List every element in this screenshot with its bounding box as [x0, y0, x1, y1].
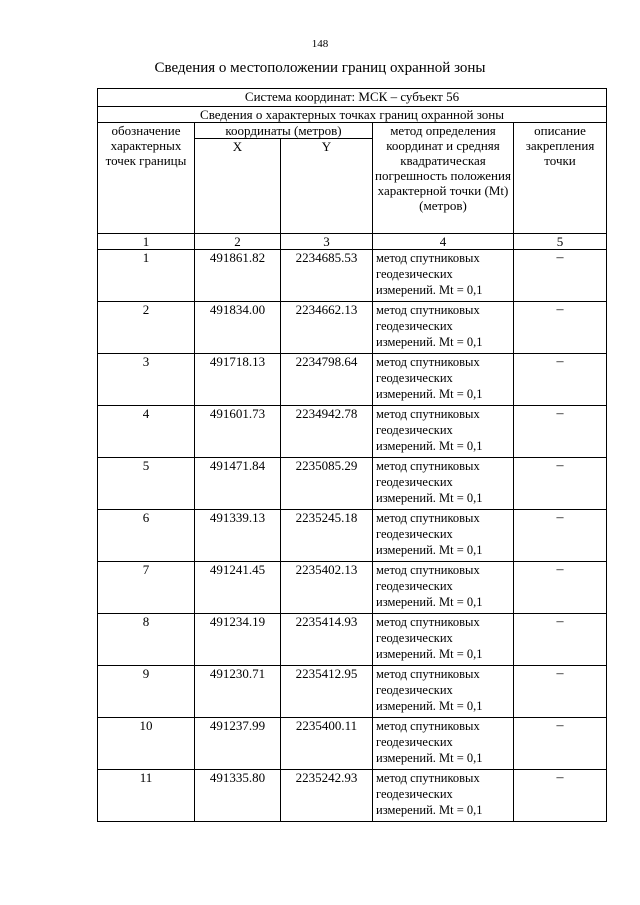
- header-description: описание закрепления точки: [514, 123, 607, 234]
- y-coordinate-cell: 2234662.13: [281, 302, 373, 354]
- y-coordinate-cell: 2235400.11: [281, 718, 373, 770]
- point-number-cell: 9: [98, 666, 195, 718]
- header-method: метод определения координат и средняя квадратическая погрешность положения характерной точки (Mt) (метров): [373, 123, 514, 234]
- method-cell: [373, 614, 514, 666]
- column-number: 2: [195, 234, 281, 250]
- header-coordinates: координаты (метров): [195, 123, 373, 139]
- method-cell: [373, 406, 514, 458]
- method-line: измерений. Mt = 0,1: [376, 283, 483, 297]
- point-number-cell: 4: [98, 406, 195, 458]
- method-line: геодезических: [376, 423, 453, 437]
- x-coordinate-cell: 491234.19: [195, 614, 281, 666]
- description-cell: –: [514, 250, 607, 302]
- x-coordinate-cell: 491339.13: [195, 510, 281, 562]
- y-coordinate-cell: 2235245.18: [281, 510, 373, 562]
- header-x: X: [195, 139, 281, 234]
- method-line: геодезических: [376, 527, 453, 541]
- x-coordinate-cell: 491230.71: [195, 666, 281, 718]
- method-line: метод спутниковых: [376, 667, 480, 681]
- method-cell: [373, 666, 514, 718]
- table-row: [98, 302, 607, 354]
- description-cell: –: [514, 666, 607, 718]
- x-coordinate-cell: 491241.45: [195, 562, 281, 614]
- method-line: метод спутниковых: [376, 459, 480, 473]
- method-line: метод спутниковых: [376, 615, 480, 629]
- y-coordinate-cell: 2235085.29: [281, 458, 373, 510]
- method-cell: [373, 458, 514, 510]
- method-line: измерений. Mt = 0,1: [376, 491, 483, 505]
- x-coordinate-cell: 491471.84: [195, 458, 281, 510]
- method-line: геодезических: [376, 683, 453, 697]
- description-cell: –: [514, 562, 607, 614]
- table-row: [98, 666, 607, 718]
- column-number: 3: [281, 234, 373, 250]
- table-row: [98, 406, 607, 458]
- coordinate-system-label: Система координат: МСК – субъект 56: [98, 89, 607, 107]
- page-number: 148: [311, 38, 329, 50]
- method-line: геодезических: [376, 475, 453, 489]
- method-line: измерений. Mt = 0,1: [376, 699, 483, 713]
- method-line: метод спутниковых: [376, 563, 480, 577]
- y-coordinate-cell: 2235402.13: [281, 562, 373, 614]
- table-row: [98, 614, 607, 666]
- description-cell: –: [514, 770, 607, 822]
- y-coordinate-cell: 2235242.93: [281, 770, 373, 822]
- point-number-cell: 7: [98, 562, 195, 614]
- method-cell: [373, 250, 514, 302]
- method-cell: [373, 770, 514, 822]
- y-coordinate-cell: 2235412.95: [281, 666, 373, 718]
- description-cell: –: [514, 614, 607, 666]
- x-coordinate-cell: 491335.80: [195, 770, 281, 822]
- column-number: 1: [98, 234, 195, 250]
- point-number-cell: 2: [98, 302, 195, 354]
- description-cell: –: [514, 354, 607, 406]
- method-line: геодезических: [376, 371, 453, 385]
- method-line: метод спутниковых: [376, 251, 480, 265]
- method-line: метод спутниковых: [376, 511, 480, 525]
- table-row: [98, 250, 607, 302]
- document-title: Сведения о местоположении границ охранной зоны: [154, 60, 486, 76]
- point-number-cell: 11: [98, 770, 195, 822]
- y-coordinate-cell: 2235414.93: [281, 614, 373, 666]
- method-line: измерений. Mt = 0,1: [376, 387, 483, 401]
- x-coordinate-cell: 491237.99: [195, 718, 281, 770]
- header-point-designation: обозначение характерных точек границы: [98, 123, 195, 234]
- method-line: измерений. Mt = 0,1: [376, 803, 483, 817]
- method-line: измерений. Mt = 0,1: [376, 439, 483, 453]
- method-line: геодезических: [376, 787, 453, 801]
- method-line: геодезических: [376, 631, 453, 645]
- method-cell: [373, 354, 514, 406]
- x-coordinate-cell: 491718.13: [195, 354, 281, 406]
- description-cell: –: [514, 510, 607, 562]
- method-line: измерений. Mt = 0,1: [376, 335, 483, 349]
- point-number-cell: 1: [98, 250, 195, 302]
- description-cell: –: [514, 458, 607, 510]
- y-coordinate-cell: 2234942.78: [281, 406, 373, 458]
- description-cell: –: [514, 718, 607, 770]
- method-cell: [373, 302, 514, 354]
- method-line: метод спутниковых: [376, 303, 480, 317]
- method-line: метод спутниковых: [376, 719, 480, 733]
- column-number: 5: [514, 234, 607, 250]
- method-line: геодезических: [376, 579, 453, 593]
- x-coordinate-cell: 491601.73: [195, 406, 281, 458]
- table-row: [98, 718, 607, 770]
- method-line: метод спутниковых: [376, 771, 480, 785]
- boundary-points-table: [97, 88, 607, 822]
- x-coordinate-cell: 491861.82: [195, 250, 281, 302]
- point-number-cell: 6: [98, 510, 195, 562]
- y-coordinate-cell: 2234798.64: [281, 354, 373, 406]
- point-number-cell: 8: [98, 614, 195, 666]
- method-line: измерений. Mt = 0,1: [376, 543, 483, 557]
- y-coordinate-cell: 2234685.53: [281, 250, 373, 302]
- method-line: геодезических: [376, 319, 453, 333]
- table-row: [98, 770, 607, 822]
- x-coordinate-cell: 491834.00: [195, 302, 281, 354]
- table-row: [98, 458, 607, 510]
- table-row: [98, 562, 607, 614]
- table-row: [98, 510, 607, 562]
- method-cell: [373, 718, 514, 770]
- method-line: метод спутниковых: [376, 355, 480, 369]
- column-number: 4: [373, 234, 514, 250]
- header-y: Y: [281, 139, 373, 234]
- point-number-cell: 3: [98, 354, 195, 406]
- method-cell: [373, 562, 514, 614]
- method-line: геодезических: [376, 735, 453, 749]
- table-subtitle: Сведения о характерных точках границ охранной зоны: [98, 107, 607, 123]
- method-cell: [373, 510, 514, 562]
- method-line: измерений. Mt = 0,1: [376, 647, 483, 661]
- description-cell: –: [514, 302, 607, 354]
- method-line: геодезических: [376, 267, 453, 281]
- method-line: метод спутниковых: [376, 407, 480, 421]
- point-number-cell: 5: [98, 458, 195, 510]
- description-cell: –: [514, 406, 607, 458]
- method-line: измерений. Mt = 0,1: [376, 751, 483, 765]
- point-number-cell: 10: [98, 718, 195, 770]
- table-row: [98, 354, 607, 406]
- method-line: измерений. Mt = 0,1: [376, 595, 483, 609]
